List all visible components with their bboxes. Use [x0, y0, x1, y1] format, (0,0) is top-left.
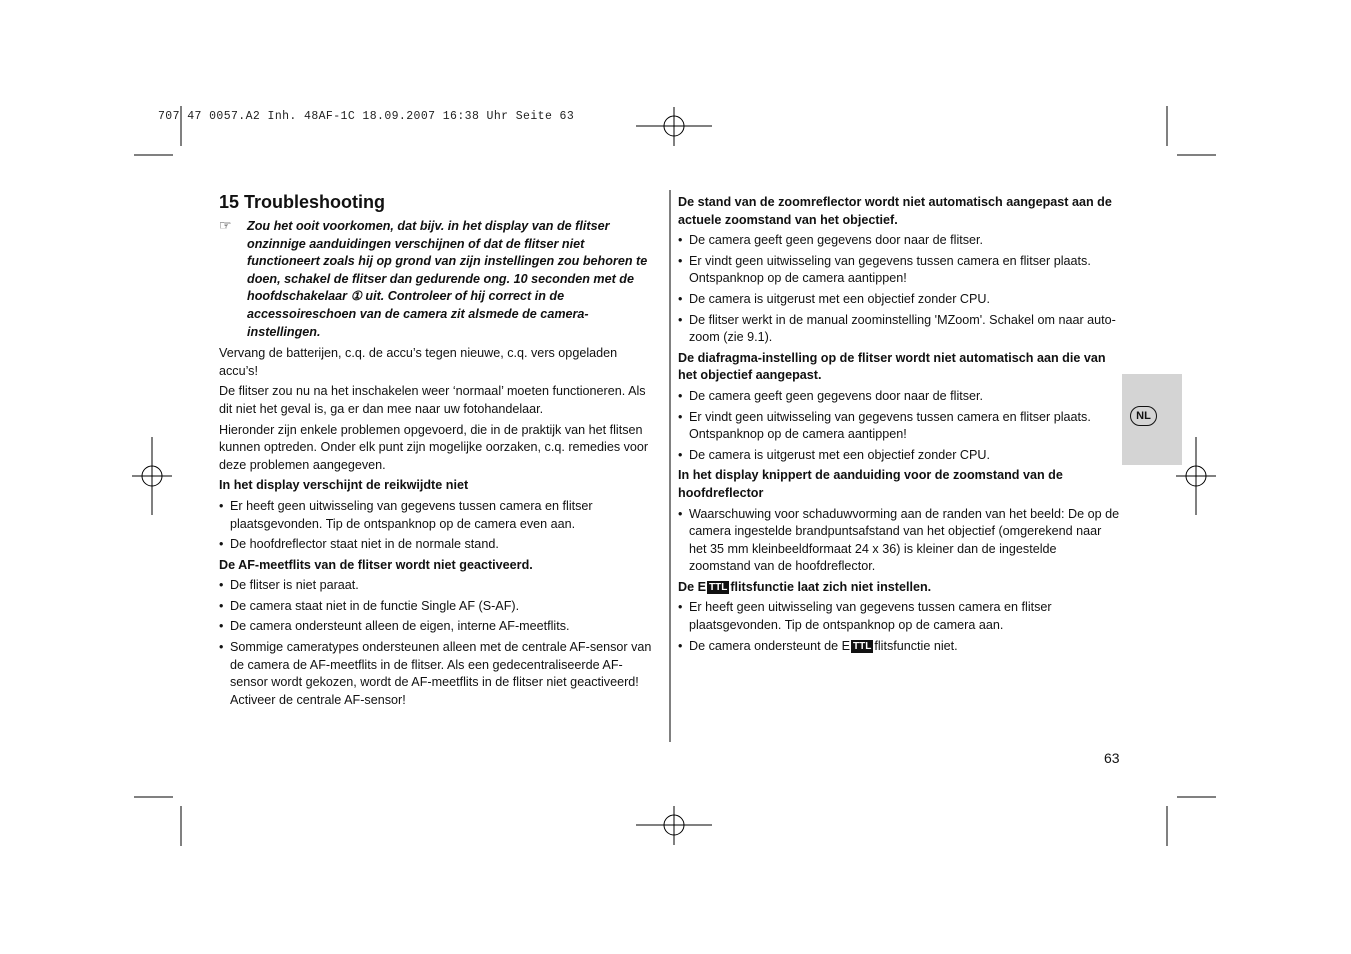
warning-note: [219, 218, 659, 341]
list-item: • De camera geeft geen gegevens door naar de flitser.: [678, 232, 1120, 250]
list-item: • Er heeft geen uitwisseling van gegevens tussen camera en flitser plaatsgevonden. Tip de ontspanknop op de camera aan.: [678, 599, 1120, 634]
list-item: • Waarschuwing voor schaduwvorming aan de randen van het beeld: De op de camera ingestelde brandpuntsafstand van het objectief (omgerekend naar het 35 mm kleinbeeldformaat 24 x 36) is kleiner dan de ingestelde zoomstand van de hoofdreflector.: [678, 506, 1120, 576]
hand-pointing-icon: ☞: [219, 217, 232, 233]
language-badge: NL: [1130, 406, 1157, 426]
right-column: [678, 192, 1120, 658]
ettl-heading-post: flitsfunctie laat zich niet instellen.: [730, 579, 932, 594]
ettl-item-pre: De camera ondersteunt de E: [689, 638, 851, 653]
note-text: Zou het ooit voorkomen, dat bijv. in het display van de flitser onzinnige aanduidingen verschijnen of dat de flitser niet functioneert zoals hij op grond van zijn instellingen zou behoren te doen, schakel de flitser dan gedurende ong. 10 seconden met de hoofdschakelaar ① uit. Controleer of hij correct in de accessoireschoen van de camera zit alsmede de camera-instellingen.: [247, 219, 648, 339]
list-item: • De camera ondersteunt alleen de eigen, interne AF-meetflits.: [219, 618, 659, 636]
paragraph: Hieronder zijn enkele problemen opgevoerd, die in de praktijk van het flitsen kunnen optreden. Onder elk punt zijn mogelijke oorzaken, c.q. remedies voor deze problemen aangegeven.: [219, 422, 649, 472]
list-item: [678, 638, 1120, 656]
list-item: • De flitser is niet paraat.: [219, 577, 659, 595]
paragraph: De flitser zou nu na het inschakelen weer ‘normaal’ moeten functioneren. Als dit niet het geval is, ga er dan mee naar uw fotohandelaar.: [219, 384, 646, 416]
problem-heading: De diafragma-instelling op de flitser wordt niet automatisch aan die van het objectief aangepast.: [678, 350, 1106, 383]
ttl-badge-icon: TTL: [709, 581, 728, 593]
problem-heading: De stand van de zoomreflector wordt niet automatisch aangepast aan de actuele zoomstand van het objectief.: [678, 195, 1112, 227]
list-item: • Sommige cameratypes ondersteunen alleen met de centrale AF-sensor van de camera de AF-meetflits in de flitser. Als een gedecentraliseerde AF-sensor wordt gekozen, wordt de AF-meetflits in de flitser niet geactiveerd! Activeer de centrale AF-sensor!: [219, 639, 659, 709]
ettl-heading-pre: De E: [678, 579, 706, 594]
list-item: • De camera staat niet in de functie Single AF (S-AF).: [219, 598, 659, 616]
list-item: • De flitser werkt in de manual zoominstelling 'MZoom'. Schakel om naar auto-zoom (zie 9.1).: [678, 312, 1120, 347]
page-number: 63: [1104, 750, 1120, 766]
list-item: • De hoofdreflector staat niet in de normale stand.: [219, 536, 659, 554]
list-item: • Er vindt geen uitwisseling van gegevens tussen camera en flitser plaats. Ontspanknop op de camera aantippen!: [678, 253, 1120, 288]
list-item: • Er heeft geen uitwisseling van gegevens tussen camera en flitser plaatsgevonden. Tip de ontspanknop op de camera even aan.: [219, 498, 659, 533]
paragraph: Vervang de batterijen, c.q. de accu’s tegen nieuwe, c.q. vers opgeladen accu’s!: [219, 346, 618, 378]
list-item: • De camera is uitgerust met een objectief zonder CPU.: [678, 291, 1120, 309]
list-item: • De camera is uitgerust met een objectief zonder CPU.: [678, 447, 1120, 465]
problem-heading: In het display verschijnt de reikwijdte niet: [219, 478, 469, 493]
list-item: • Er vindt geen uitwisseling van gegevens tussen camera en flitser plaats. Ontspanknop op de camera aantippen!: [678, 409, 1120, 444]
problem-heading: De AF-meetflits van de flitser wordt niet geactiveerd.: [219, 557, 533, 572]
ttl-badge-icon: TTL: [853, 640, 872, 652]
left-column: [219, 190, 659, 712]
ettl-heading: [678, 579, 1120, 597]
problem-heading: In het display knippert de aanduiding voor de zoomstand van de hoofdreflector: [678, 468, 1063, 500]
ettl-item-post: flitsfunctie niet.: [874, 638, 958, 653]
section-title: 15 Troubleshooting: [219, 192, 386, 212]
list-item: • De camera geeft geen gegevens door naar de flitser.: [678, 388, 1120, 406]
print-slug-line: 707 47 0057.A2 Inh. 48AF-1C 18.09.2007 16:38 Uhr Seite 63: [158, 110, 575, 123]
